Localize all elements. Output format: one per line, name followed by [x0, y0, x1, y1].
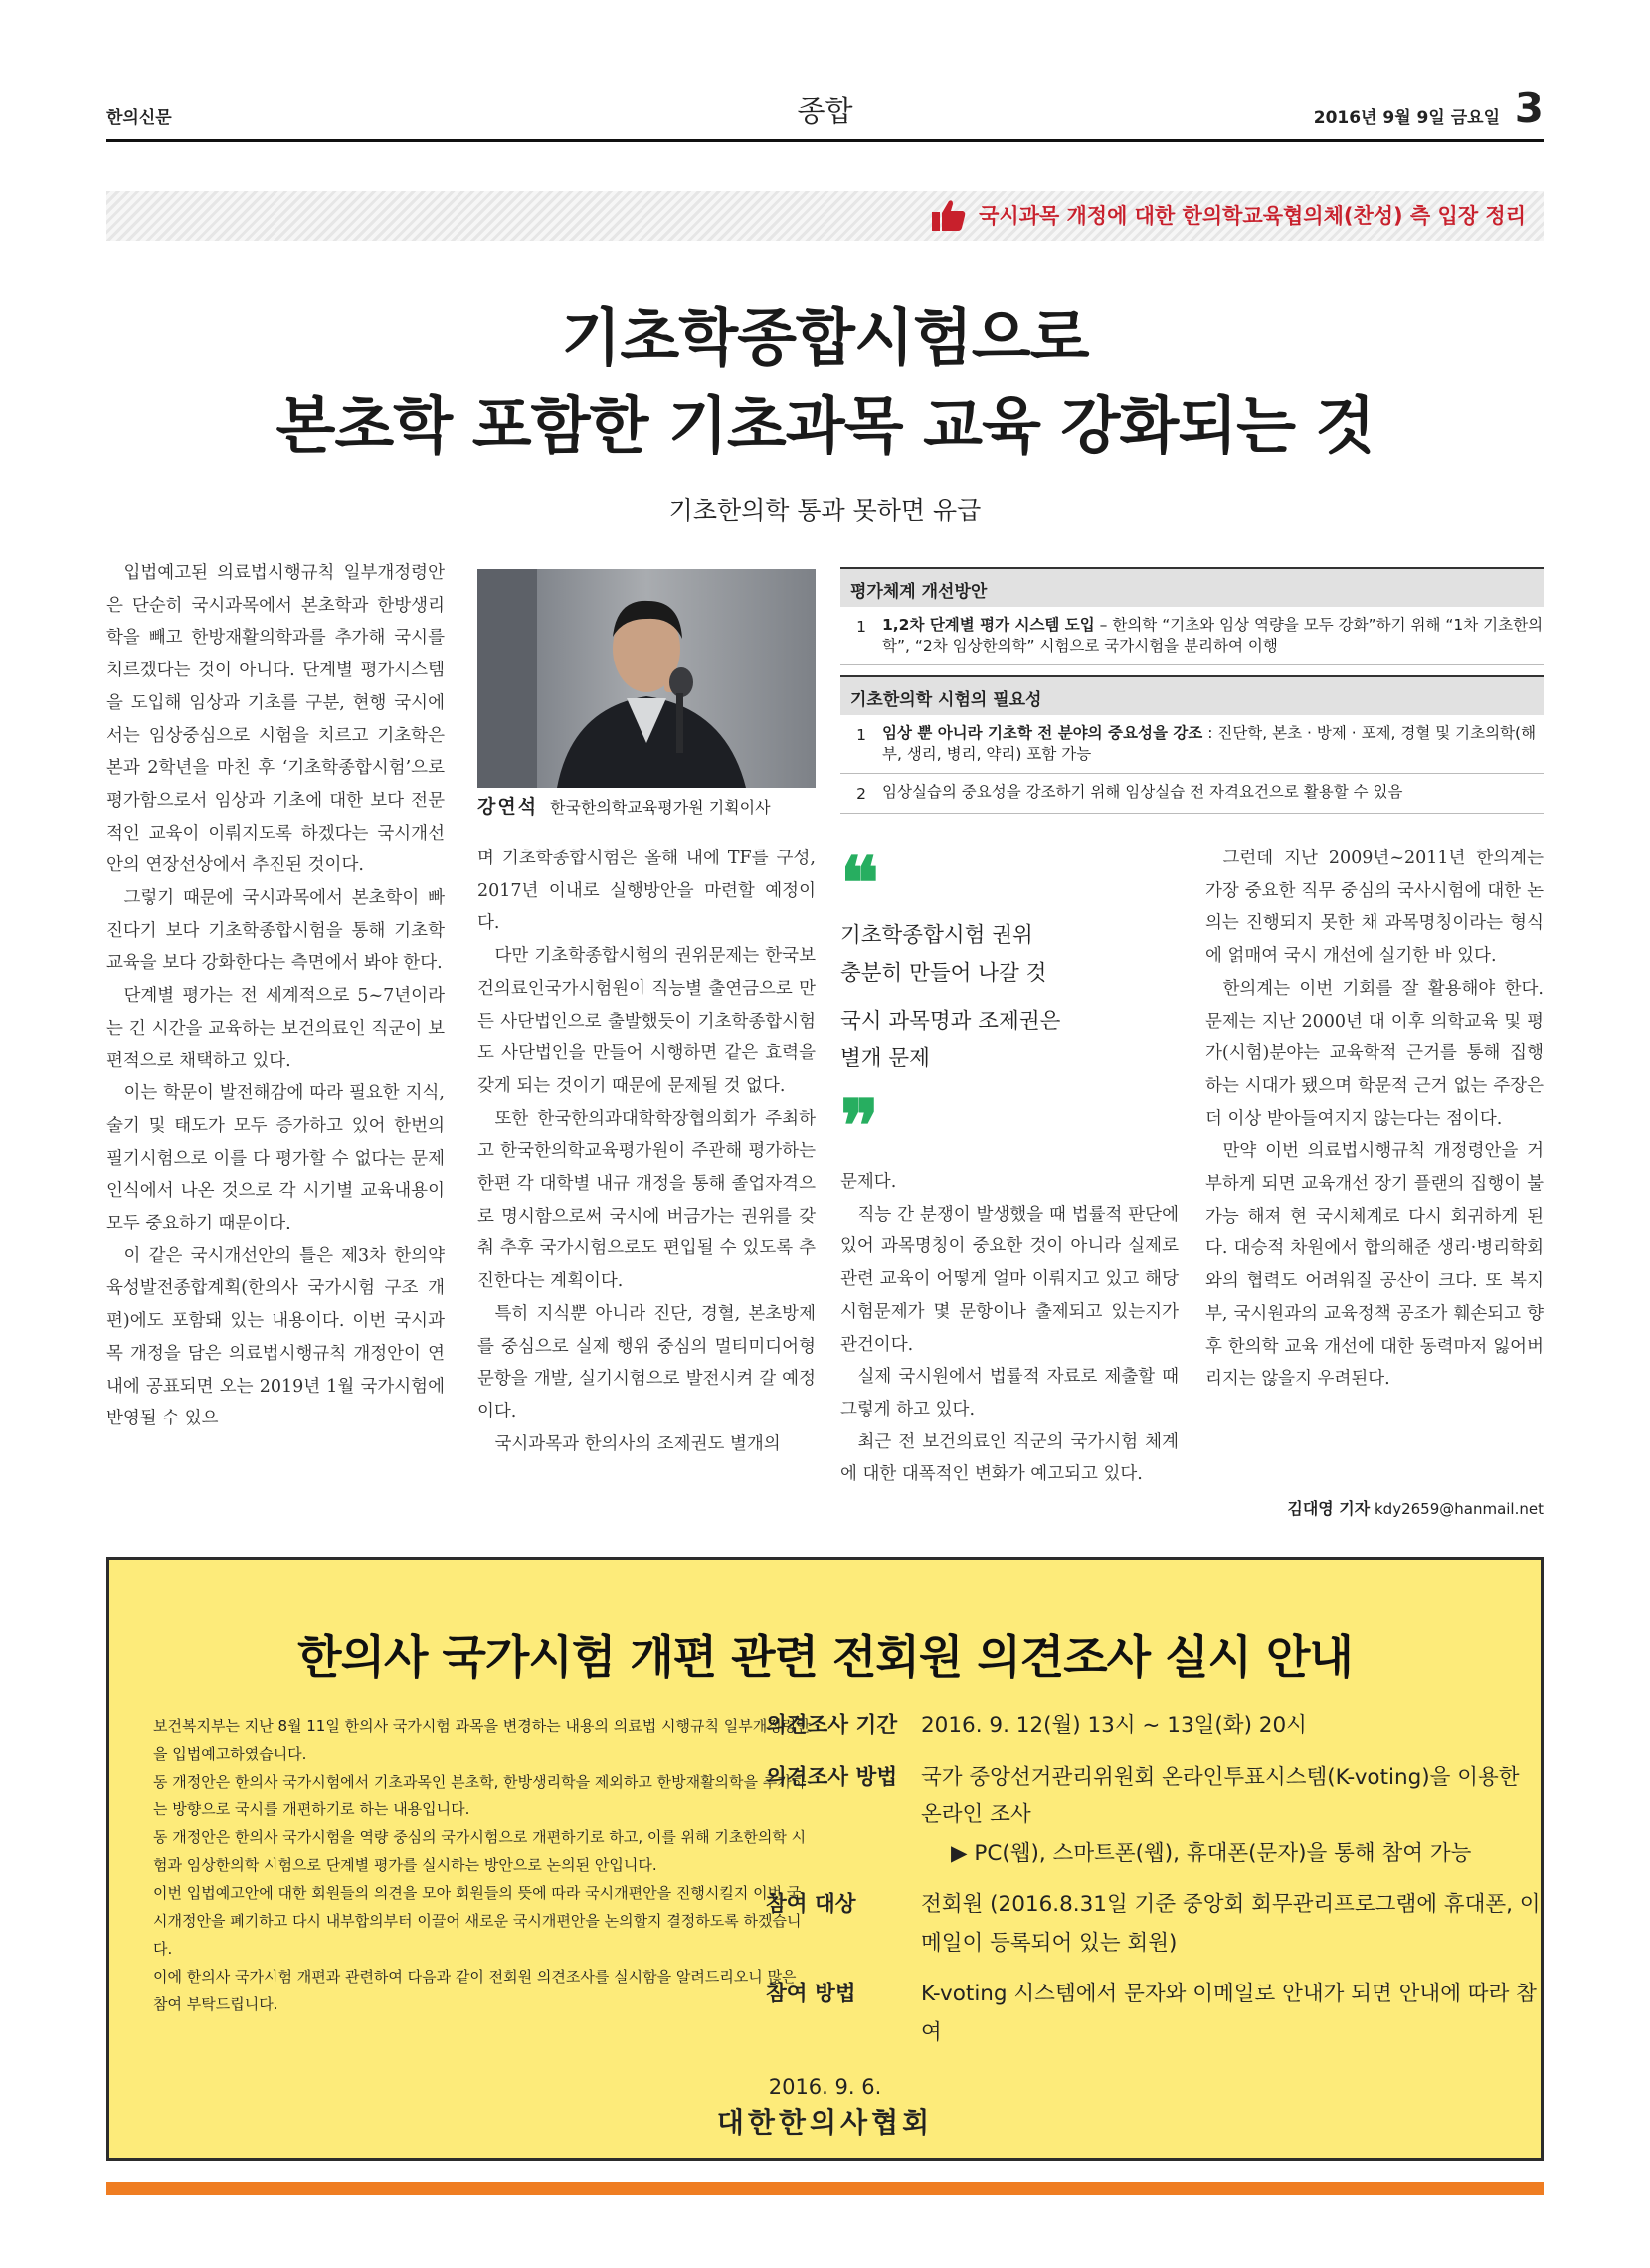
row-detail: : 진단학, 본초 · 방제 · 포제, 경혈 및 기초의학(해부, 생리, 병리, 약리) 포함 가능	[882, 724, 1537, 763]
article-column-2	[477, 843, 816, 1460]
survey-details	[766, 1707, 1542, 2065]
notice-paragraph: 이번 입법예고안에 대한 회원들의 의견을 모아 회원들의 뜻에 따라 국시개편안을 진행시킬지 이번 국시개정안을 폐기하고 다시 내부합의부터 이끌어 새로운 국시개편안을 논의할지 결정하도록 하겠습니다.	[153, 1884, 802, 1958]
close-quote-icon: ❞	[840, 1083, 879, 1168]
detail-label: 의견조사 방법	[766, 1764, 898, 1790]
detail-row	[766, 1707, 1542, 1746]
paragraph: 그런데 지난 2009년~2011년 한의계는 가장 중요한 직무 중심의 국사시험에 대한 논의는 진행되지 못한 채 과목명칭이라는 형식에 얽매여 국시 개선에 실기한 바 있다.	[1205, 849, 1544, 967]
paragraph: 만약 이번 의료법시행규칙 개정령안을 거부하게 되면 교육개선 장기 플랜의 집행이 불가능 해져 현 국시체계로 다시 회귀하게 된다. 대승적 차원에서 합의해준 생리·병리학회와의 협력도 어려워질 공산이 크다. 또 복지부, 국시원과의 교육정책 공조가 훼손되고 향후 한의학 교육 개선에 대한 동력마저 잃어버리지는 않을지 우려된다.	[1205, 1141, 1544, 1390]
photo-caption	[477, 792, 835, 819]
notice-paragraph: 동 개정안은 한의사 국가시험을 역량 중심의 국가시험으로 개편하기로 하고, 이를 위해 기초한의학 시험과 임상한의학 시험으로 단계별 평가를 실시하는 방안으로 논의된 안입니다.	[153, 1828, 807, 1874]
paragraph: 실제 국시원에서 법률적 자료로 제출할 때 그렇게 하고 있다.	[840, 1367, 1179, 1419]
article-column-1	[106, 557, 445, 1435]
detail-row	[766, 1886, 1542, 1963]
reporter-byline	[1287, 1496, 1544, 1519]
paragraph: 또한 한국한의과대학학장협의회가 주최하고 한국한의학교육평가원이 주관해 평가하는 한편 각 대학별 내규 개정을 통해 졸업자격으로 명시함으로써 국시에 버금가는 권위를 갖춰 추후 국가시험으로도 편입될 수 있도록 추진한다는 계획이다.	[477, 1108, 816, 1292]
row-emphasis: 임상 뿐 아니라 기초학 전 분야의 중요성을 강조	[882, 724, 1203, 742]
masthead	[106, 84, 1544, 133]
notice-date: 2016. 9. 6.	[768, 2075, 882, 2099]
portrait-image	[477, 569, 816, 788]
plan-section-header: 기초한의학 시험의 필요성	[840, 675, 1544, 715]
pull-quote	[840, 841, 1179, 1168]
headline-line-2: 본초학 포함한 기초과목 교육 강화되는 것	[275, 389, 1375, 462]
notice-body	[153, 1712, 815, 2018]
quote-line: 별개 문제	[840, 1046, 930, 1071]
row-number: 2	[856, 785, 866, 803]
detail-value: K-voting 시스템에서 문자와 이메일로 안내가 되면 안내에 따라 참여	[921, 1982, 1537, 2045]
detail-row	[766, 1759, 1542, 1874]
notice-title: 한의사 국가시험 개편 관련 전회원 의견조사 실시 안내	[297, 1630, 1353, 1684]
quote-text	[840, 1003, 1179, 1078]
article-column-3	[840, 1166, 1179, 1491]
paragraph: 이는 학문이 발전해감에 따라 필요한 지식, 술기 및 태도가 모두 증가하고 있어 한번의 필기시험으로 이를 다 평가할 수 없다는 문제인식에서 나온 것으로 각 시기별 교육내용이 모두 중요하기 때문이다.	[106, 1083, 445, 1234]
paragraph: 그렇기 때문에 국시과목에서 본초학이 빠진다기 보다 기초학종합시험을 통해 기초학 교육을 보다 강화한다는 측면에서 봐야 한다.	[106, 888, 445, 974]
plan-row	[840, 607, 1544, 665]
quote-line: 국시 과목명과 조제권은	[840, 1009, 1061, 1034]
section-name: 종합	[797, 94, 853, 128]
paragraph: 특히 지식뿐 아니라 진단, 경혈, 본초방제를 중심으로 실제 행위 중심의 멀티미디어형 문항을 개발, 실기시험으로 발전시켜 갈 예정이다.	[477, 1303, 816, 1421]
footer-bar	[106, 2182, 1544, 2195]
row-number: 1	[856, 618, 866, 636]
row-detail: 임상실습의 중요성을 강조하기 위해 임상실습 전 자격요건으로 활용할 수 있음	[882, 783, 1403, 801]
paragraph: 국시과목과 한의사의 조제권도 별개의	[494, 1433, 781, 1454]
detail-label: 의견조사 기간	[766, 1713, 898, 1738]
open-quote-icon: ❝	[840, 841, 879, 925]
row-detail: – 한의학 “기초와 임상 역량을 모두 강화”하기 위해 “1차 기초한의학”, “2차 임상한의학” 시험으로 국가시험을 분리하여 이행	[882, 616, 1544, 655]
row-text	[882, 615, 1544, 657]
notice-paragraph: 동 개정안은 한의사 국가시험에서 기초과목인 본초학, 한방생리학을 제외하고 한방재활의학을 추가하는 방향으로 국시를 개편하기로 하는 내용입니다.	[153, 1773, 807, 1818]
interviewee-photo	[477, 569, 816, 788]
article-column-4	[1205, 843, 1544, 1396]
reporter-email: kdy2659@hanmail.net	[1375, 1500, 1544, 1518]
issue-date: 2016년 9월 9일 금요일	[1313, 108, 1500, 128]
evaluation-plan-table	[840, 567, 1544, 814]
notice-signature	[109, 2075, 1541, 2141]
thumbs-up-icon	[931, 198, 967, 232]
detail-label: 참여 방법	[766, 1982, 856, 2006]
headline-line-1: 기초학종합시험으로	[561, 301, 1089, 374]
detail-row	[766, 1976, 1542, 2052]
detail-label: 참여 대상	[766, 1892, 856, 1917]
paragraph: 최근 전 보건의료인 직군의 국가시험 체계에 대한 대폭적인 변화가 예고되고 있다.	[840, 1431, 1179, 1485]
quote-line: 충분히 만들어 나갈 것	[840, 961, 1047, 986]
notice-paragraph: 보건복지부는 지난 8월 11일 한의사 국가시험 과목을 변경하는 내용의 의료법 시행규칙 일부개정령안을 입법예고하였습니다.	[153, 1717, 811, 1763]
quote-line: 기초학종합시험 권위	[840, 923, 1033, 948]
paragraph: 단계별 평가는 전 세계적으로 5~7년이라는 긴 시간을 교육하는 보건의료인 직군이 보편적으로 채택하고 있다.	[106, 986, 445, 1071]
survey-notice	[106, 1557, 1544, 2161]
reporter-name: 김대영 기자	[1287, 1499, 1371, 1518]
plan-row	[840, 715, 1544, 774]
caption-title: 한국한의학교육평가원 기획이사	[550, 798, 771, 817]
paragraph: 한의계는 이번 기회를 잘 활용해야 한다. 문제는 지난 2000년 대 이후 의학교육 및 평가(시험)분야는 교육학적 근거를 통해 집행하는 시대가 됐으며 학문적 근거 없는 주장은 더 이상 받아들여지지 않는다는 점이다.	[1205, 978, 1544, 1129]
subheadline: 기초한의학 통과 못하면 유급	[668, 496, 982, 525]
notice-paragraph: 이에 한의사 국가시험 개편과 관련하여 다음과 같이 전회원 의견조사를 실시함을 알려드리오니 많은 참여 부탁드립니다.	[153, 1968, 797, 2013]
detail-text: 국가 중앙선거관리위원회 온라인투표시스템(K-voting)을 이용한 온라인 조사	[921, 1764, 1520, 1827]
masthead-rule	[106, 139, 1544, 142]
banner-text: 국시과목 개정에 대한 한의학교육협의체(찬성) 측 입장 정리	[979, 204, 1526, 228]
page-number: 3	[1514, 84, 1544, 132]
detail-value	[921, 1759, 1542, 1874]
organization-name: 대한한의사협회	[716, 2106, 934, 2139]
plan-section-header: 평가체계 개선방안	[840, 567, 1544, 607]
newspaper-name: 한의신문	[106, 108, 172, 128]
caption-name: 강연석	[477, 796, 539, 818]
detail-value: 전회원 (2016.8.31일 기준 중앙회 회무관리프로그램에 휴대폰, 이메일이 등록되어 있는 회원)	[921, 1892, 1541, 1956]
paragraph: 다만 기초학종합시험의 권위문제는 한국보건의료인국가시험원이 직능별 출연금으로 만든 사단법인으로 출발했듯이 기초학종합시험도 사단법인을 만들어 시행하면 같은 효력을 갖게 되는 것이기 때문에 문제될 것 없다.	[477, 946, 816, 1096]
paragraph: 며 기초학종합시험은 올해 내에 TF를 구성, 2017년 이내로 실행방안을 마련할 예정이다.	[477, 849, 816, 934]
row-emphasis: 1,2차 단계별 평가 시스템 도입	[882, 616, 1095, 634]
detail-value: 2016. 9. 12(월) 13시 ~ 13일(화) 20시	[921, 1713, 1307, 1738]
headline	[106, 294, 1544, 470]
paragraph: 이 같은 국시개선안의 틀은 제3차 한의약육성발전종합계획(한의사 국가시험 구조 개편)에도 포함돼 있는 내용이다. 이번 국시과목 개정을 담은 의료법시행규칙 개정안이 연내에 공표되면 오는 2019년 1월 국가시험에 반영될 수 있으	[106, 1245, 445, 1429]
row-text	[882, 723, 1544, 765]
paragraph: 입법예고된 의료법시행규칙 일부개정령안은 단순히 국시과목에서 본초학과 한방생리학을 빼고 한방재활의학과를 추가해 국시를 치르겠다는 것이 아니다. 단계별 평가시스템을 도입해 임상과 기초를 구분, 현행 국시에서는 임상중심으로 시험을 치르고 기초학은 본과 2학년을 마친 후 ‘기초학종합시험’으로 평가함으로서 임상과 기초에 대한 보다 전문적인 교육이 이뤄지도록 하겠다는 국시개선안의 연장선상에서 추진된 것이다.	[106, 563, 445, 876]
quote-text	[840, 917, 1179, 993]
plan-row	[840, 774, 1544, 814]
paragraph: 직능 간 분쟁이 발생했을 때 법률적 판단에 있어 과목명칭이 중요한 것이 아니라 실제로 관련 교육이 어떻게 얼마 이뤄지고 있고 해당 시험문제가 몇 문항이나 출제되고 있는지가 관건이다.	[840, 1204, 1179, 1355]
detail-subtext: ▶ PC(웹), 스마트폰(웹), 휴대폰(문자)을 통해 참여 가능	[951, 1840, 1472, 1866]
paragraph: 문제다.	[840, 1172, 897, 1192]
row-number: 1	[856, 726, 866, 744]
position-banner	[106, 191, 1544, 241]
